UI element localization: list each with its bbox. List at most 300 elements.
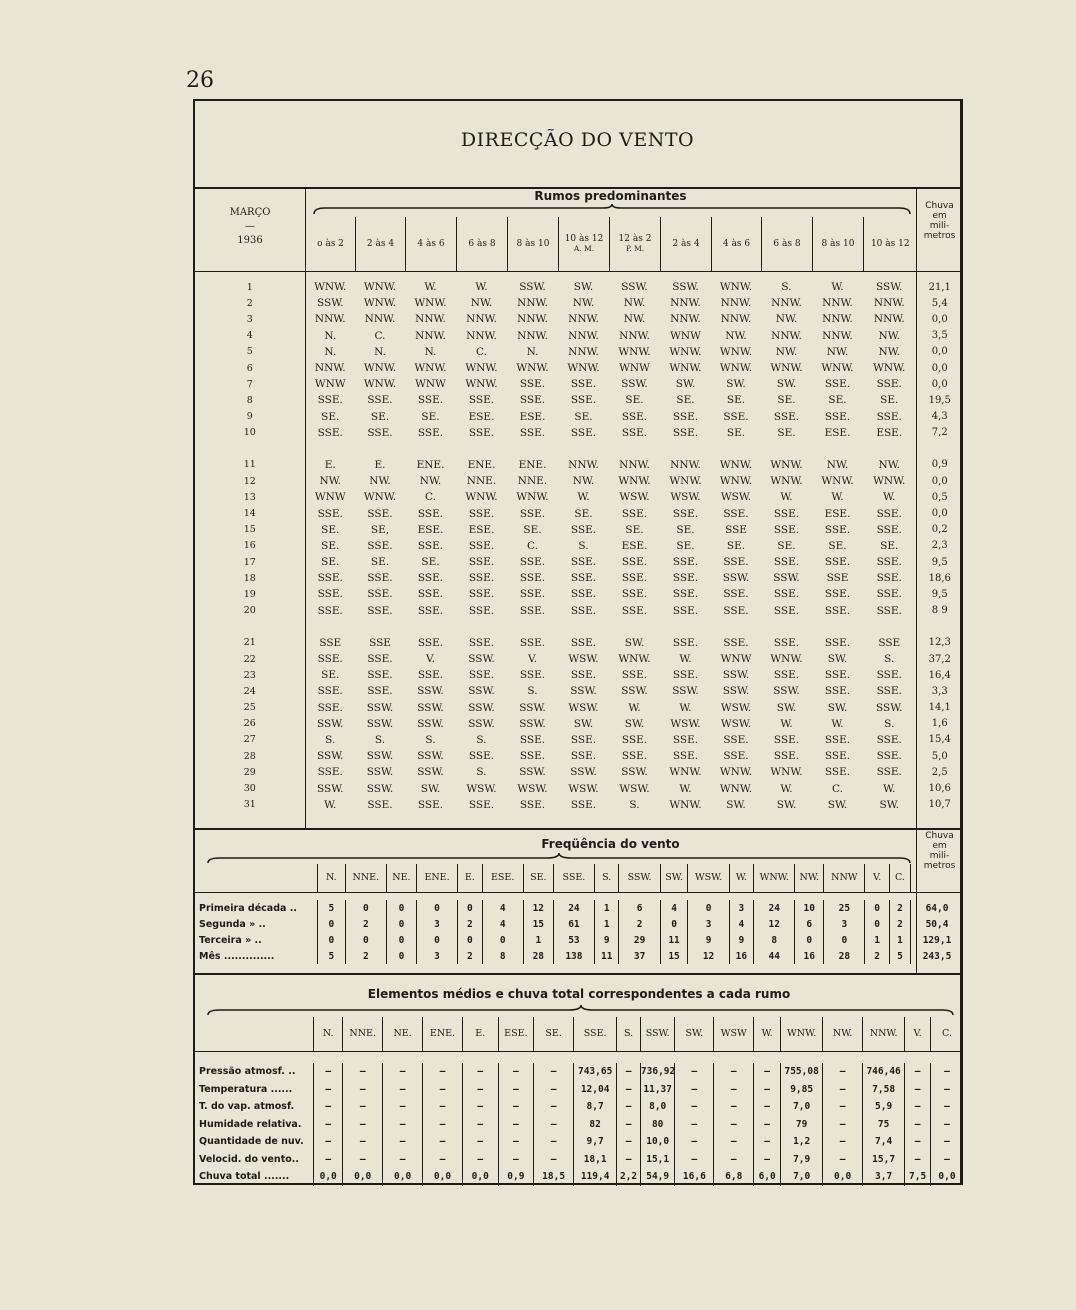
wind-direction-cell: NNW.	[822, 329, 853, 342]
wind-direction-cell: SSE.	[621, 604, 648, 617]
rain-mm-cell: 15,4	[916, 732, 963, 748]
wind-direction-cell: SE.	[421, 556, 440, 569]
rain-mm-cell: 1,6	[916, 716, 963, 732]
wind-direction-cell: SW.	[827, 701, 848, 714]
wind-direction-cell: WNW.	[719, 362, 753, 375]
rain-header	[916, 201, 963, 241]
page-number: 26	[186, 68, 214, 93]
wind-direction-cell: NNW.	[364, 313, 396, 326]
day-number: 9	[195, 409, 305, 425]
frequency-value: 2	[889, 916, 910, 932]
wind-direction-cell: WNW.	[516, 491, 549, 504]
wind-direction-cell: N.	[374, 345, 386, 358]
rain-mm-cell: 0,0	[916, 473, 963, 489]
wind-direction-cell: NW.	[470, 297, 493, 310]
wind-direction-cell: NNW.	[466, 313, 497, 326]
wind-direction-cell: SW.	[726, 798, 746, 811]
wind-direction-cell: SSE.	[468, 507, 495, 520]
element-value: 0,0	[423, 1168, 463, 1186]
wind-direction-cell: WSW.	[720, 491, 752, 504]
element-value: —	[534, 1081, 574, 1099]
wind-direction-cell: SSE.	[570, 588, 597, 601]
wind-direction-cell: SSE.	[672, 636, 699, 649]
spacer-cell	[355, 441, 405, 457]
element-value: —	[423, 1133, 463, 1151]
period-label: Mês ..............	[195, 948, 317, 964]
wind-direction-cell: SSE	[369, 636, 391, 649]
wind-direction-cell: SSE.	[367, 507, 393, 520]
wind-direction-cell: SSE.	[621, 588, 648, 601]
spacer-cell	[863, 619, 916, 635]
spacer-cell	[812, 619, 863, 635]
element-value: 119,4	[574, 1168, 617, 1186]
wind-rumo-header: E.	[458, 864, 482, 892]
wind-direction-cell: SSW.	[417, 766, 444, 779]
element-value: —	[498, 1133, 534, 1151]
element-value: —	[714, 1063, 754, 1081]
wind-direction-cell: SE.	[321, 539, 340, 552]
wind-direction-cell: SSE.	[570, 750, 597, 763]
element-value: —	[314, 1098, 343, 1116]
element-value: —	[383, 1133, 423, 1151]
wind-direction-cell: SSE.	[468, 572, 495, 585]
divider	[195, 828, 960, 830]
frequency-value: 12	[754, 916, 795, 932]
day-number: 22	[195, 651, 305, 667]
wind-direction-cell: SE.	[828, 394, 847, 407]
element-value: 7,0	[781, 1168, 823, 1186]
wind-rumo-header: SSE.	[574, 1017, 617, 1051]
rain-mm-cell: 5,0	[916, 748, 963, 764]
table-row	[195, 586, 963, 602]
day-number: 17	[195, 554, 305, 570]
wind-direction-cell: SSE	[319, 636, 342, 649]
element-value: —	[675, 1063, 714, 1081]
element-value: —	[905, 1133, 931, 1151]
wind-direction-cell: SSE.	[519, 572, 546, 585]
spacer-cell	[761, 619, 812, 635]
wind-direction-cell: SSW.	[417, 750, 444, 763]
element-label: Quantidade de nuv.	[195, 1133, 314, 1151]
divider	[195, 973, 960, 975]
wind-rumo-header: WNW.	[754, 864, 795, 892]
element-value: 82	[574, 1116, 617, 1134]
daily-wind-table	[195, 279, 963, 813]
table-row	[195, 1098, 963, 1116]
element-value: 8,7	[574, 1098, 617, 1116]
wind-direction-cell: SSW.	[722, 685, 750, 698]
wind-direction-cell: SSE.	[519, 588, 546, 601]
table-row	[195, 1151, 963, 1169]
rain-header-line: Chuva	[925, 201, 954, 211]
wind-direction-cell: SSE.	[824, 733, 851, 746]
wind-direction-cell: W.	[324, 798, 337, 811]
divider	[195, 271, 960, 272]
wind-direction-cell: W.	[780, 491, 793, 504]
hour-interval-header-cell	[508, 217, 559, 271]
wind-direction-cell: SSE.	[417, 507, 444, 520]
element-value: —	[754, 1098, 781, 1116]
element-value: —	[534, 1098, 574, 1116]
table-row	[195, 667, 963, 683]
wind-direction-cell: NNW.	[568, 313, 599, 326]
wind-direction-cell: NNW.	[415, 329, 446, 342]
frequency-value: 5	[889, 948, 910, 964]
day-number: 25	[195, 700, 305, 716]
frequency-value: 8	[754, 932, 795, 948]
wind-direction-cell: W.	[577, 491, 590, 504]
frequency-value: 16	[795, 948, 824, 964]
wind-direction-cell: SSE.	[672, 750, 699, 763]
wind-direction-cell: S.	[325, 733, 336, 746]
element-value: —	[383, 1151, 423, 1169]
wind-rumo-header: NW.	[795, 864, 824, 892]
day-number: 12	[195, 473, 305, 489]
wind-direction-cell: NW.	[572, 475, 595, 488]
frequency-value: 0	[345, 900, 386, 916]
wind-direction-cell: SE.	[676, 539, 695, 552]
frequency-value: 0	[660, 916, 688, 932]
element-value: —	[714, 1116, 754, 1134]
element-value: —	[498, 1116, 534, 1134]
wind-rumo-header: SSW.	[640, 1017, 675, 1051]
table-row	[195, 473, 963, 489]
element-value: —	[714, 1081, 754, 1099]
day-number: 14	[195, 505, 305, 521]
wind-direction-cell: NNW.	[619, 329, 650, 342]
day-number: 10	[195, 425, 305, 441]
table-row	[195, 279, 963, 295]
rain-header-blank	[911, 864, 963, 892]
wind-direction-cell: SSE.	[317, 766, 343, 779]
wind-direction-cell: SE.	[321, 523, 340, 536]
hour-interval-label: 4 às 6	[722, 239, 751, 249]
wind-direction-cell: NNW.	[466, 329, 497, 342]
wind-rumo-header: N.	[314, 1017, 343, 1051]
wind-direction-cell: SSE.	[367, 572, 393, 585]
element-value: —	[823, 1098, 863, 1116]
wind-direction-cell: SSW.	[876, 281, 903, 294]
rain-mm-cell: 0,0	[916, 360, 963, 376]
wind-direction-cell: SSE.	[773, 410, 800, 423]
wind-direction-cell: SE.	[676, 394, 695, 407]
wind-direction-cell: SSW.	[621, 281, 648, 294]
frequency-value: 0	[458, 932, 482, 948]
element-value: —	[714, 1098, 754, 1116]
frequency-value: 15	[660, 948, 688, 964]
wind-direction-cell: N.	[324, 329, 337, 342]
frequency-value: 37	[619, 948, 660, 964]
day-number: 31	[195, 797, 305, 813]
rain-mm-cell: 5,4	[916, 295, 963, 311]
rain-mm-cell: 7,2	[916, 425, 963, 441]
element-value: —	[675, 1116, 714, 1134]
element-value: 6,0	[754, 1168, 781, 1186]
element-value: —	[423, 1151, 463, 1169]
wind-direction-cell: SSE.	[570, 523, 597, 536]
wind-direction-cell: SSE.	[519, 378, 546, 391]
wind-direction-cell: NNW.	[314, 313, 346, 326]
hour-interval-label: P. M.	[625, 244, 645, 253]
table-row	[195, 1116, 963, 1134]
wind-direction-cell: S.	[476, 733, 487, 746]
wind-direction-cell: WNW.	[363, 281, 397, 294]
rain-total-cell: 129,1	[911, 932, 963, 948]
wind-direction-cell: SSW.	[621, 685, 648, 698]
rain-total-cell: 64,0	[911, 900, 963, 916]
element-value: —	[314, 1116, 343, 1134]
day-number: 28	[195, 748, 305, 764]
rain-mm-cell: 18,6	[916, 570, 963, 586]
wind-direction-cell: ENE.	[518, 458, 547, 471]
wind-direction-cell: SW.	[624, 717, 645, 730]
wind-direction-cell: ENE.	[416, 458, 445, 471]
wind-direction-cell: SE.	[370, 556, 390, 569]
wind-direction-cell: SSE.	[519, 750, 546, 763]
wind-direction-cell: WSW.	[619, 491, 650, 504]
wind-direction-cell: WSW.	[670, 491, 701, 504]
element-value: 75	[863, 1116, 905, 1134]
wind-direction-cell: NNW.	[771, 297, 802, 310]
wind-direction-cell: WNW.	[669, 362, 702, 375]
element-value: —	[823, 1116, 863, 1134]
spacer-cell	[812, 441, 863, 457]
element-value: 1,2	[781, 1133, 823, 1151]
wind-direction-cell: S.	[629, 798, 640, 811]
element-value: 2,2	[617, 1168, 641, 1186]
wind-direction-cell: SSE.	[519, 394, 546, 407]
element-value: —	[675, 1133, 714, 1151]
wind-direction-cell: SSE.	[824, 750, 851, 763]
element-value: —	[462, 1098, 498, 1116]
frequency-value: 0	[795, 932, 824, 948]
element-value: 7,58	[863, 1081, 905, 1099]
frequency-value: 0	[416, 932, 457, 948]
wind-direction-cell: SE,	[370, 523, 390, 536]
wind-direction-cell: WNW.	[770, 766, 803, 779]
element-value: —	[462, 1081, 498, 1099]
rain-header-line: mili-	[929, 851, 950, 861]
wind-direction-cell: WNW.	[618, 475, 651, 488]
wind-direction-cell: SSE.	[417, 798, 444, 811]
element-value: —	[383, 1116, 423, 1134]
wind-direction-cell: WNW.	[821, 362, 854, 375]
wind-direction-cell: SSE.	[773, 588, 800, 601]
wind-direction-cell: SSW.	[519, 717, 546, 730]
wind-direction-cell: SSE.	[519, 636, 546, 649]
wind-rumo-header: SSE.	[553, 864, 594, 892]
table-row	[195, 748, 963, 764]
wind-direction-cell: SSE.	[519, 426, 546, 439]
wind-direction-cell: WSW.	[568, 653, 599, 666]
frequency-value: 28	[824, 948, 865, 964]
wind-direction-cell: NW.	[319, 475, 341, 488]
frequency-value: 1	[595, 916, 619, 932]
element-value: 0,0	[314, 1168, 343, 1186]
rain-mm-cell: 0,0	[916, 344, 963, 360]
table-row	[195, 764, 963, 780]
wind-direction-cell: SSE.	[824, 378, 851, 391]
wind-direction-cell: WNW.	[770, 653, 803, 666]
wind-direction-cell: W.	[475, 281, 488, 294]
frequency-value: 2	[889, 900, 910, 916]
wind-direction-cell: SSE.	[723, 733, 749, 746]
rain-header-line: metros	[923, 861, 956, 871]
element-value: 7,5	[905, 1168, 931, 1186]
element-value: 18,5	[534, 1168, 574, 1186]
element-value: —	[423, 1081, 463, 1099]
wind-direction-cell: SSE.	[468, 669, 495, 682]
wind-direction-cell: SSW.	[722, 669, 750, 682]
rain-mm-cell: 0,0	[916, 311, 963, 327]
wind-direction-cell: SSE.	[672, 588, 699, 601]
wind-direction-cell: WSW.	[720, 701, 752, 714]
spacer-cell	[507, 619, 558, 635]
wind-direction-cell: SSE.	[468, 556, 495, 569]
wind-direction-cell: SSW.	[468, 685, 495, 698]
hour-interval-header	[305, 217, 917, 271]
wind-direction-cell: SSE.	[317, 604, 343, 617]
spacer-cell	[195, 441, 305, 457]
wind-rumo-header: ENE.	[416, 864, 457, 892]
element-value: —	[462, 1151, 498, 1169]
wind-direction-cell: WSW.	[466, 782, 497, 795]
wind-direction-cell: SE.	[880, 394, 899, 407]
year-label: 1936	[237, 235, 263, 246]
wind-direction-cell: W.	[424, 281, 437, 294]
wind-rumo-header: E.	[462, 1017, 498, 1051]
table-row	[195, 732, 963, 748]
rain-mm-cell: 8 9	[916, 603, 963, 619]
wind-direction-cell: W.	[883, 491, 896, 504]
wind-direction-cell: NNW.	[568, 329, 599, 342]
table-row	[195, 780, 963, 796]
wind-rumo-header: WNW.	[781, 1017, 823, 1051]
wind-direction-cell: WNW.	[770, 458, 803, 471]
wind-direction-cell: SSE.	[672, 426, 699, 439]
wind-direction-cell: WNW	[670, 329, 701, 342]
element-value: —	[823, 1063, 863, 1081]
wind-rumo-header: SW.	[660, 864, 688, 892]
wind-direction-cell: SE.	[726, 426, 746, 439]
frequency-value: 0	[458, 900, 482, 916]
table-row	[195, 311, 963, 327]
wind-direction-cell: WNW.	[516, 362, 549, 375]
rain-mm-cell: 2,3	[916, 538, 963, 554]
wind-rumo-header: SE.	[534, 1017, 574, 1051]
wind-direction-cell: WNW	[720, 653, 752, 666]
wind-rumo-header: N.	[317, 864, 345, 892]
wind-direction-cell: SSE.	[570, 556, 597, 569]
wind-direction-cell: W.	[628, 701, 641, 714]
wind-direction-cell: WSW.	[517, 782, 548, 795]
wind-direction-cell: NNW.	[517, 313, 548, 326]
element-value: —	[823, 1151, 863, 1169]
wind-direction-cell: SE.	[321, 669, 340, 682]
element-label: Temperatura ......	[195, 1081, 314, 1099]
element-value: 9,7	[574, 1133, 617, 1151]
wind-direction-cell: SSE.	[672, 410, 699, 423]
wind-direction-cell: SSE.	[621, 669, 648, 682]
wind-direction-cell: SSW.	[672, 685, 699, 698]
wind-rumo-header: V.	[905, 1017, 931, 1051]
wind-direction-cell: ESE.	[519, 410, 546, 423]
wind-direction-cell: SSE.	[723, 556, 749, 569]
table-row	[195, 295, 963, 311]
wind-direction-cell: SSE.	[468, 539, 495, 552]
spacer-cell	[660, 441, 711, 457]
wind-direction-cell: SSE.	[367, 539, 393, 552]
wind-direction-cell: SSE.	[876, 750, 902, 763]
rain-mm-cell: 16,4	[916, 667, 963, 683]
wind-direction-cell: SSE.	[317, 426, 343, 439]
wind-direction-cell: S.	[425, 733, 436, 746]
wind-direction-cell: SSE.	[672, 507, 699, 520]
header-blank-cell	[195, 1017, 314, 1051]
wind-rumo-header: NNE.	[343, 1017, 383, 1051]
wind-direction-cell: SSE.	[621, 733, 648, 746]
wind-rumo-header: WSW	[714, 1017, 754, 1051]
wind-direction-cell: SSE.	[367, 685, 393, 698]
rain-mm-cell: 9,5	[916, 554, 963, 570]
wind-direction-cell: V.	[425, 653, 436, 666]
wind-direction-cell: NNW.	[619, 458, 650, 471]
element-value: 12,04	[574, 1081, 617, 1099]
wind-direction-cell: WNW.	[669, 475, 702, 488]
hour-interval-label: o às 2	[317, 239, 344, 249]
wind-direction-cell: SSE.	[317, 653, 343, 666]
day-number: 7	[195, 376, 305, 392]
spacer-cell	[558, 619, 609, 635]
wind-direction-cell: S.	[578, 539, 589, 552]
wind-direction-cell: SSE	[878, 636, 901, 649]
frequency-value: 4	[482, 900, 523, 916]
wind-rumo-header: SSW.	[619, 864, 660, 892]
wind-direction-cell: SSE.	[468, 394, 495, 407]
frequency-value: 10	[795, 900, 824, 916]
element-value: —	[714, 1151, 754, 1169]
frequency-value: 1	[865, 932, 889, 948]
spacer-cell	[711, 441, 761, 457]
wind-direction-cell: SSE.	[672, 556, 699, 569]
frequency-value: 9	[595, 932, 619, 948]
rain-header-line: metros	[923, 231, 956, 241]
wind-direction-cell: SE.	[370, 410, 390, 423]
day-number: 30	[195, 780, 305, 796]
element-value: —	[617, 1151, 641, 1169]
spacer-cell	[507, 441, 558, 457]
element-value: 755,08	[781, 1063, 823, 1081]
spacer-cell	[916, 441, 963, 457]
wind-direction-cell: SSE.	[317, 507, 343, 520]
wind-direction-cell: SW.	[420, 782, 441, 795]
wind-direction-cell: WNW.	[770, 475, 803, 488]
element-value: —	[383, 1081, 423, 1099]
frequency-value: 16	[729, 948, 753, 964]
table-row	[195, 409, 963, 425]
element-value: —	[617, 1063, 641, 1081]
wind-direction-cell: WNW.	[363, 491, 397, 504]
frequency-value: 44	[754, 948, 795, 964]
wind-direction-cell: SSE.	[317, 685, 343, 698]
frequency-value: 0	[317, 916, 345, 932]
spacer-cell	[305, 619, 355, 635]
wind-direction-cell: SSE.	[723, 588, 749, 601]
spacer-cell	[405, 619, 456, 635]
wind-direction-cell: NW.	[725, 329, 747, 342]
wind-direction-cell: SSE.	[723, 750, 749, 763]
wind-direction-cell: NW.	[775, 313, 798, 326]
